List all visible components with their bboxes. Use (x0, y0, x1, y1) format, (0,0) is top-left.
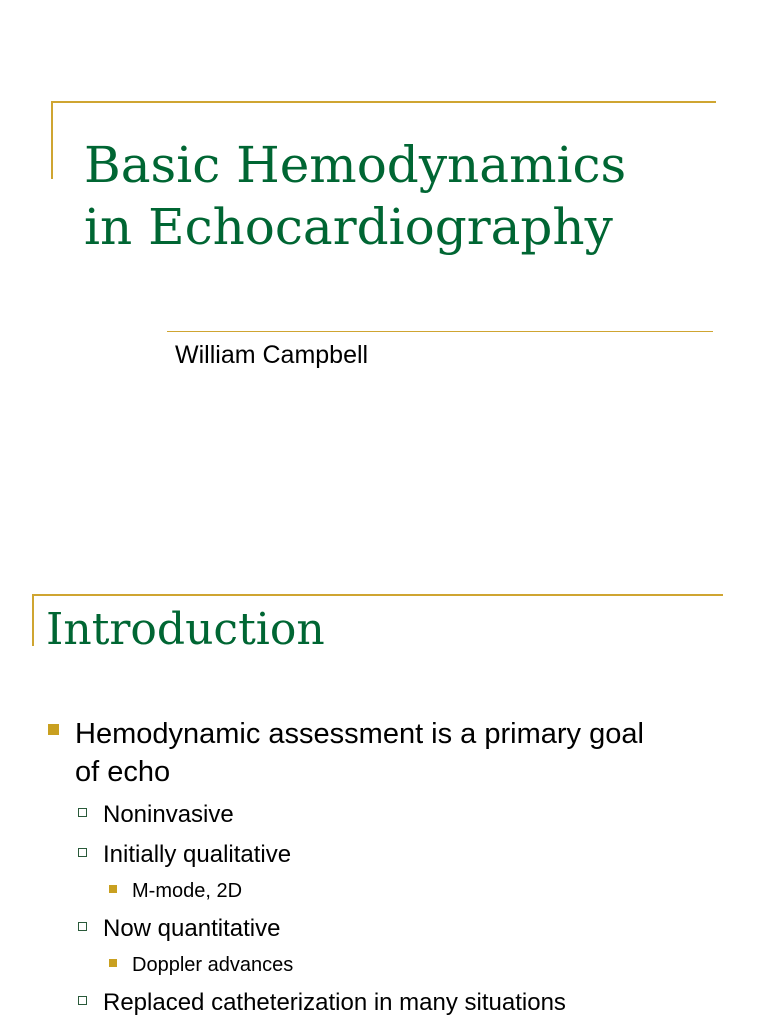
left-rule (51, 101, 53, 179)
slide-title-line-2: in Echocardiography (84, 198, 613, 256)
bullet-hollow-square-icon (78, 922, 87, 931)
slide-title-line-1: Basic Hemodynamics (84, 136, 627, 194)
bullet-text: Noninvasive (103, 801, 234, 828)
bullet-text: Hemodynamic assessment is a primary goal (75, 718, 644, 750)
bullet-text: Replaced catheterization in many situations (103, 989, 566, 1016)
top-rule (32, 594, 723, 596)
bullet-text: Doppler advances (132, 954, 294, 976)
bullet-hollow-square-icon (78, 996, 87, 1005)
bullet-hollow-square-icon (78, 808, 87, 817)
subtitle-rule (167, 331, 713, 332)
bullet-square-icon (109, 959, 117, 967)
bullet-text: of echo (75, 756, 171, 788)
bullet-text: Initially qualitative (103, 841, 292, 868)
bullet-square-icon (109, 885, 117, 893)
bullet-square-icon (48, 724, 59, 735)
slide-title: Introduction (46, 604, 325, 655)
left-rule (32, 594, 34, 646)
bullet-text: Now quantitative (103, 915, 281, 942)
bullet-hollow-square-icon (78, 848, 87, 857)
bullet-text: M-mode, 2D (132, 880, 243, 902)
top-rule (51, 101, 716, 103)
author-name: William Campbell (175, 341, 369, 369)
